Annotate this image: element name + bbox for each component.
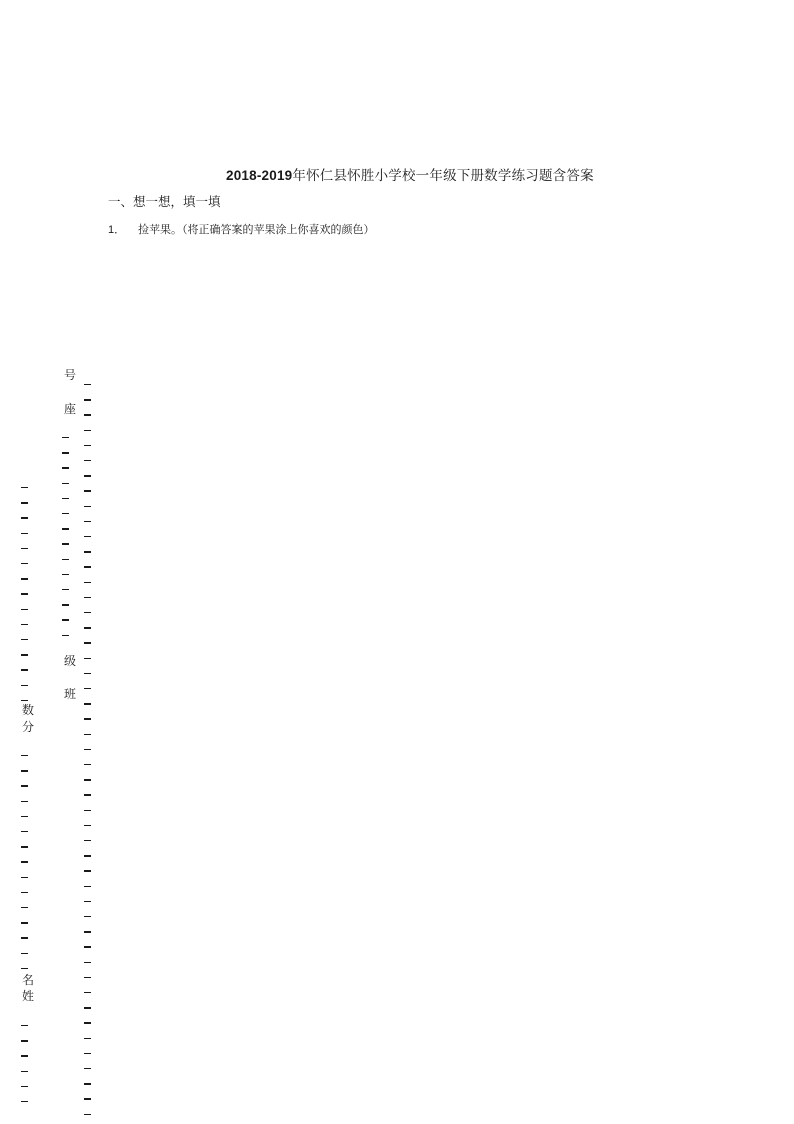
margin-dash-left bbox=[21, 1101, 28, 1102]
margin-dash-right bbox=[84, 445, 91, 446]
margin-dash-left bbox=[21, 624, 28, 625]
margin-dash-left bbox=[21, 816, 28, 817]
margin-dash-middle bbox=[62, 483, 69, 484]
margin-dash-left bbox=[21, 877, 28, 878]
name-label-ming: 名 bbox=[22, 973, 35, 987]
margin-dash-right bbox=[84, 627, 91, 628]
margin-dash-middle bbox=[62, 513, 69, 514]
question-text: 捡苹果。（将正确答案的苹果涂上你喜欢的颜色） bbox=[138, 223, 375, 236]
class-label-ban: 班 bbox=[64, 687, 77, 701]
margin-dash-left bbox=[21, 892, 28, 893]
margin-dash-right bbox=[84, 612, 91, 613]
margin-dash-left bbox=[21, 502, 28, 503]
margin-dash-left bbox=[21, 785, 28, 786]
section-heading: 一、想一想，填一填 bbox=[108, 194, 221, 209]
margin-dash-left bbox=[21, 846, 28, 847]
margin-dash-left bbox=[21, 609, 28, 610]
margin-dash-right bbox=[84, 946, 91, 947]
margin-dash-right bbox=[84, 1114, 91, 1115]
score-label-fen: 分 bbox=[22, 720, 35, 734]
margin-dash-right bbox=[84, 1007, 91, 1008]
margin-dash-right bbox=[84, 673, 91, 674]
margin-dash-right bbox=[84, 1083, 91, 1084]
margin-dash-right bbox=[84, 977, 91, 978]
margin-dash-right bbox=[84, 1053, 91, 1054]
title-text: 年怀仁县怀胜小学校一年级下册数学练习题含答案 bbox=[292, 168, 594, 184]
name-label-xing: 姓 bbox=[22, 989, 35, 1003]
margin-dash-right bbox=[84, 931, 91, 932]
margin-dash-middle bbox=[62, 543, 69, 544]
margin-dash-right bbox=[84, 992, 91, 993]
margin-dash-left bbox=[21, 1071, 28, 1072]
margin-dash-middle bbox=[62, 604, 69, 605]
margin-dash-right bbox=[84, 551, 91, 552]
margin-dash-right bbox=[84, 734, 91, 735]
margin-dash-right bbox=[84, 1068, 91, 1069]
class-label-ji: 级 bbox=[64, 654, 77, 668]
margin-dash-right bbox=[84, 658, 91, 659]
margin-dash-right bbox=[84, 521, 91, 522]
seat-label-zuo: 座 bbox=[64, 402, 77, 416]
margin-dash-right bbox=[84, 490, 91, 491]
margin-dash-right bbox=[84, 916, 91, 917]
margin-dash-left bbox=[21, 654, 28, 655]
margin-dash-right bbox=[84, 962, 91, 963]
margin-dash-right bbox=[84, 901, 91, 902]
margin-dash-right bbox=[84, 688, 91, 689]
margin-dash-left bbox=[21, 517, 28, 518]
title-year: 2018-2019 bbox=[226, 168, 293, 183]
margin-dash-right bbox=[84, 825, 91, 826]
margin-dash-right bbox=[84, 475, 91, 476]
margin-dash-right bbox=[84, 749, 91, 750]
margin-dash-right bbox=[84, 460, 91, 461]
margin-dash-middle bbox=[62, 452, 69, 453]
margin-dash-left bbox=[21, 563, 28, 564]
margin-dash-right bbox=[84, 794, 91, 795]
question-number: 1． bbox=[108, 224, 126, 236]
margin-dash-left bbox=[21, 639, 28, 640]
margin-dash-middle bbox=[62, 619, 69, 620]
margin-dash-left bbox=[21, 533, 28, 534]
margin-dash-right bbox=[84, 566, 91, 567]
margin-dash-right bbox=[84, 870, 91, 871]
margin-dash-right bbox=[84, 536, 91, 537]
margin-dash-right bbox=[84, 886, 91, 887]
margin-dash-left bbox=[21, 1055, 28, 1056]
margin-dash-middle bbox=[62, 589, 69, 590]
margin-dash-right bbox=[84, 414, 91, 415]
margin-dash-right bbox=[84, 597, 91, 598]
margin-dash-middle bbox=[62, 528, 69, 529]
margin-dash-left bbox=[21, 831, 28, 832]
margin-dash-left bbox=[21, 801, 28, 802]
margin-dash-right bbox=[84, 384, 91, 385]
margin-dash-right bbox=[84, 1098, 91, 1099]
margin-dash-middle bbox=[62, 559, 69, 560]
margin-dash-middle bbox=[62, 467, 69, 468]
margin-dash-middle bbox=[62, 574, 69, 575]
margin-dash-left bbox=[21, 968, 28, 969]
margin-dash-left bbox=[21, 1025, 28, 1026]
margin-dash-left bbox=[21, 548, 28, 549]
margin-dash-left bbox=[21, 953, 28, 954]
margin-dash-left bbox=[21, 578, 28, 579]
margin-dash-middle bbox=[62, 635, 69, 636]
margin-dash-right bbox=[84, 779, 91, 780]
margin-dash-right bbox=[84, 703, 91, 704]
margin-dash-right bbox=[84, 1022, 91, 1023]
margin-dash-right bbox=[84, 430, 91, 431]
margin-dash-middle bbox=[62, 437, 69, 438]
margin-dash-left bbox=[21, 593, 28, 594]
score-label-shu: 数 bbox=[22, 703, 35, 717]
margin-dash-left bbox=[21, 487, 28, 488]
margin-dash-left bbox=[21, 755, 28, 756]
margin-dash-left bbox=[21, 1086, 28, 1087]
seat-label-hao: 号 bbox=[64, 368, 77, 382]
margin-dash-left bbox=[21, 937, 28, 938]
margin-dash-left bbox=[21, 685, 28, 686]
margin-dash-right bbox=[84, 764, 91, 765]
margin-dash-middle bbox=[62, 498, 69, 499]
margin-dash-left bbox=[21, 1040, 28, 1041]
margin-dash-right bbox=[84, 506, 91, 507]
margin-dash-right bbox=[84, 1038, 91, 1039]
margin-dash-right bbox=[84, 840, 91, 841]
margin-dash-left bbox=[21, 669, 28, 670]
margin-dash-left bbox=[21, 907, 28, 908]
margin-dash-right bbox=[84, 718, 91, 719]
page-title bbox=[226, 164, 646, 184]
question-1 bbox=[108, 221, 375, 237]
margin-dash-left bbox=[21, 770, 28, 771]
margin-dash-right bbox=[84, 810, 91, 811]
margin-dash-right bbox=[84, 582, 91, 583]
margin-dash-right bbox=[84, 399, 91, 400]
margin-dash-left bbox=[21, 700, 28, 701]
margin-dash-right bbox=[84, 642, 91, 643]
margin-dash-left bbox=[21, 861, 28, 862]
margin-dash-left bbox=[21, 922, 28, 923]
margin-dash-right bbox=[84, 855, 91, 856]
